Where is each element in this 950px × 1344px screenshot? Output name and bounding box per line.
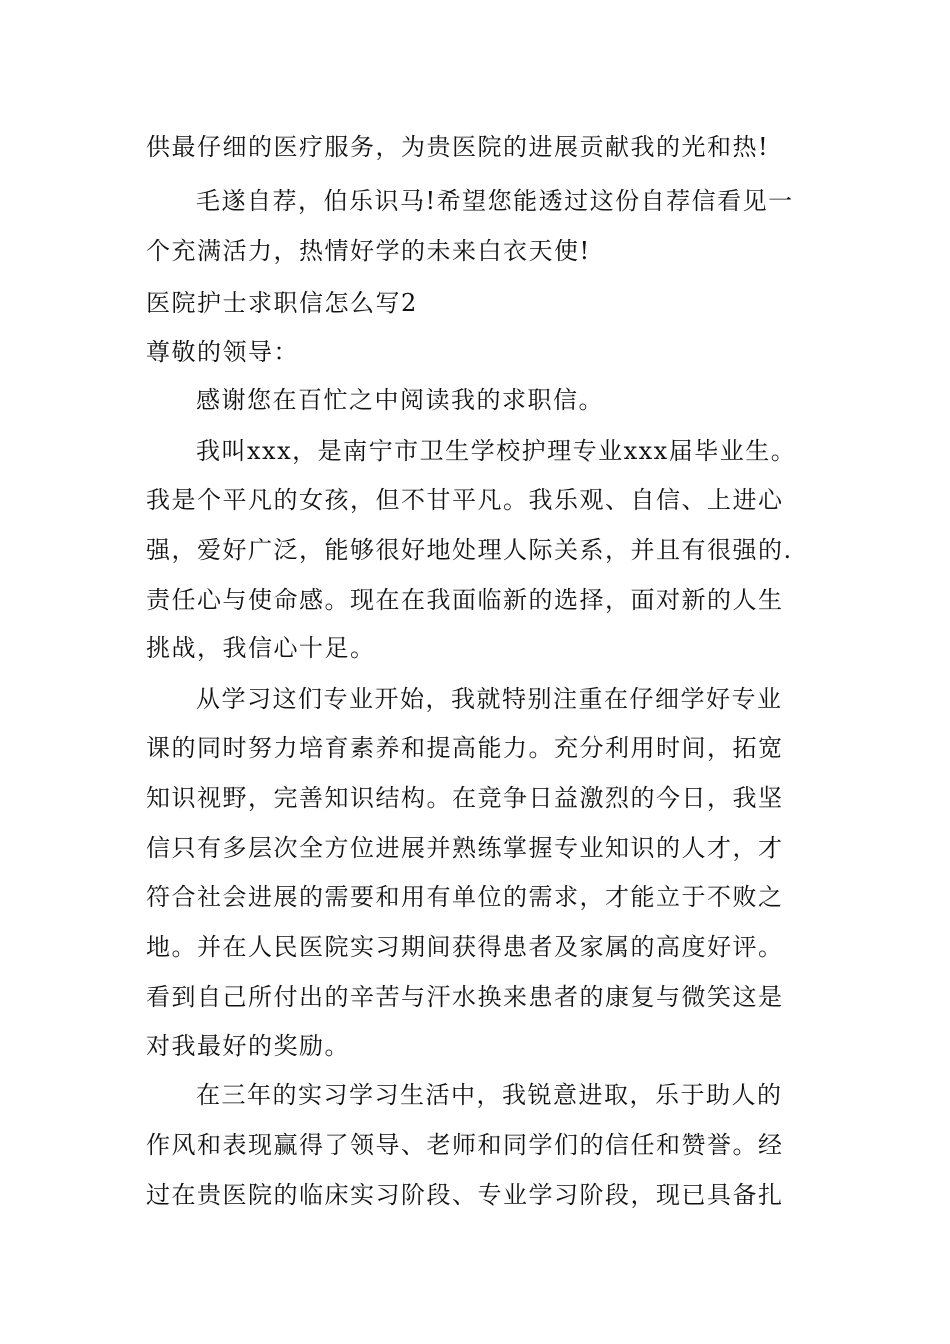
body-text-line: 知识视野，完善知识结构。在竞争日益激烈的今日，我坚 (146, 784, 784, 812)
body-text-line: 责任心与使命感。现在在我面临新的选择，面对新的人生 (146, 586, 784, 614)
body-text-line: 对我最好的奖励。 (146, 1032, 350, 1060)
body-text-line: 信只有多层次全方位进展并熟练掌握专业知识的人才，才 (146, 834, 784, 862)
body-text-line: 挑战，我信心十足。 (146, 634, 376, 662)
salutation: 尊敬的领导： (146, 338, 299, 366)
body-text-line: 地。并在人民医院实习期间获得患者及家属的高度好评。 (146, 933, 784, 961)
body-text-line: 强，爱好广泛，能够很好地处理人际关系，并且有很强的. (146, 536, 793, 564)
body-text-line: 在三年的实习学习生活中，我锐意进取，乐于助人的 (196, 1081, 783, 1109)
body-text-line: 我是个平凡的女孩，但不甘平凡。我乐观、自信、上进心 (146, 486, 784, 514)
body-text-line: 作风和表现赢得了领导、老师和同学们的信任和赞誉。经 (146, 1131, 784, 1159)
body-text-line: 毛遂自荐，伯乐识马!希望您能透过这份自荐信看见一 (196, 187, 794, 215)
body-text-line: 课的同时努力培育素养和提高能力。充分利用时间，拓宽 (146, 734, 784, 762)
body-text-line: 供最仔细的医疗服务，为贵医院的进展贡献我的光和热! (146, 133, 770, 161)
body-text-line: 从学习这们专业开始，我就特别注重在仔细学好专业 (196, 685, 783, 713)
body-text-line: 我叫xxx，是南宁市卫生学校护理专业xxx届毕业生。 (196, 437, 797, 465)
section-heading: 医院护士求职信怎么写2 (146, 289, 418, 317)
body-text-line: 符合社会进展的需要和用有单位的需求，才能立于不败之 (146, 883, 784, 911)
body-text-line: 个充满活力，热情好学的未来白衣天使! (146, 237, 591, 265)
body-text-line: 感谢您在百忙之中阅读我的求职信。 (196, 386, 604, 414)
body-text-line: 看到自己所付出的辛苦与汗水换来患者的康复与微笑这是 (146, 983, 784, 1011)
body-text-line: 过在贵医院的临床实习阶段、专业学习阶段，现已具备扎 (146, 1181, 784, 1209)
